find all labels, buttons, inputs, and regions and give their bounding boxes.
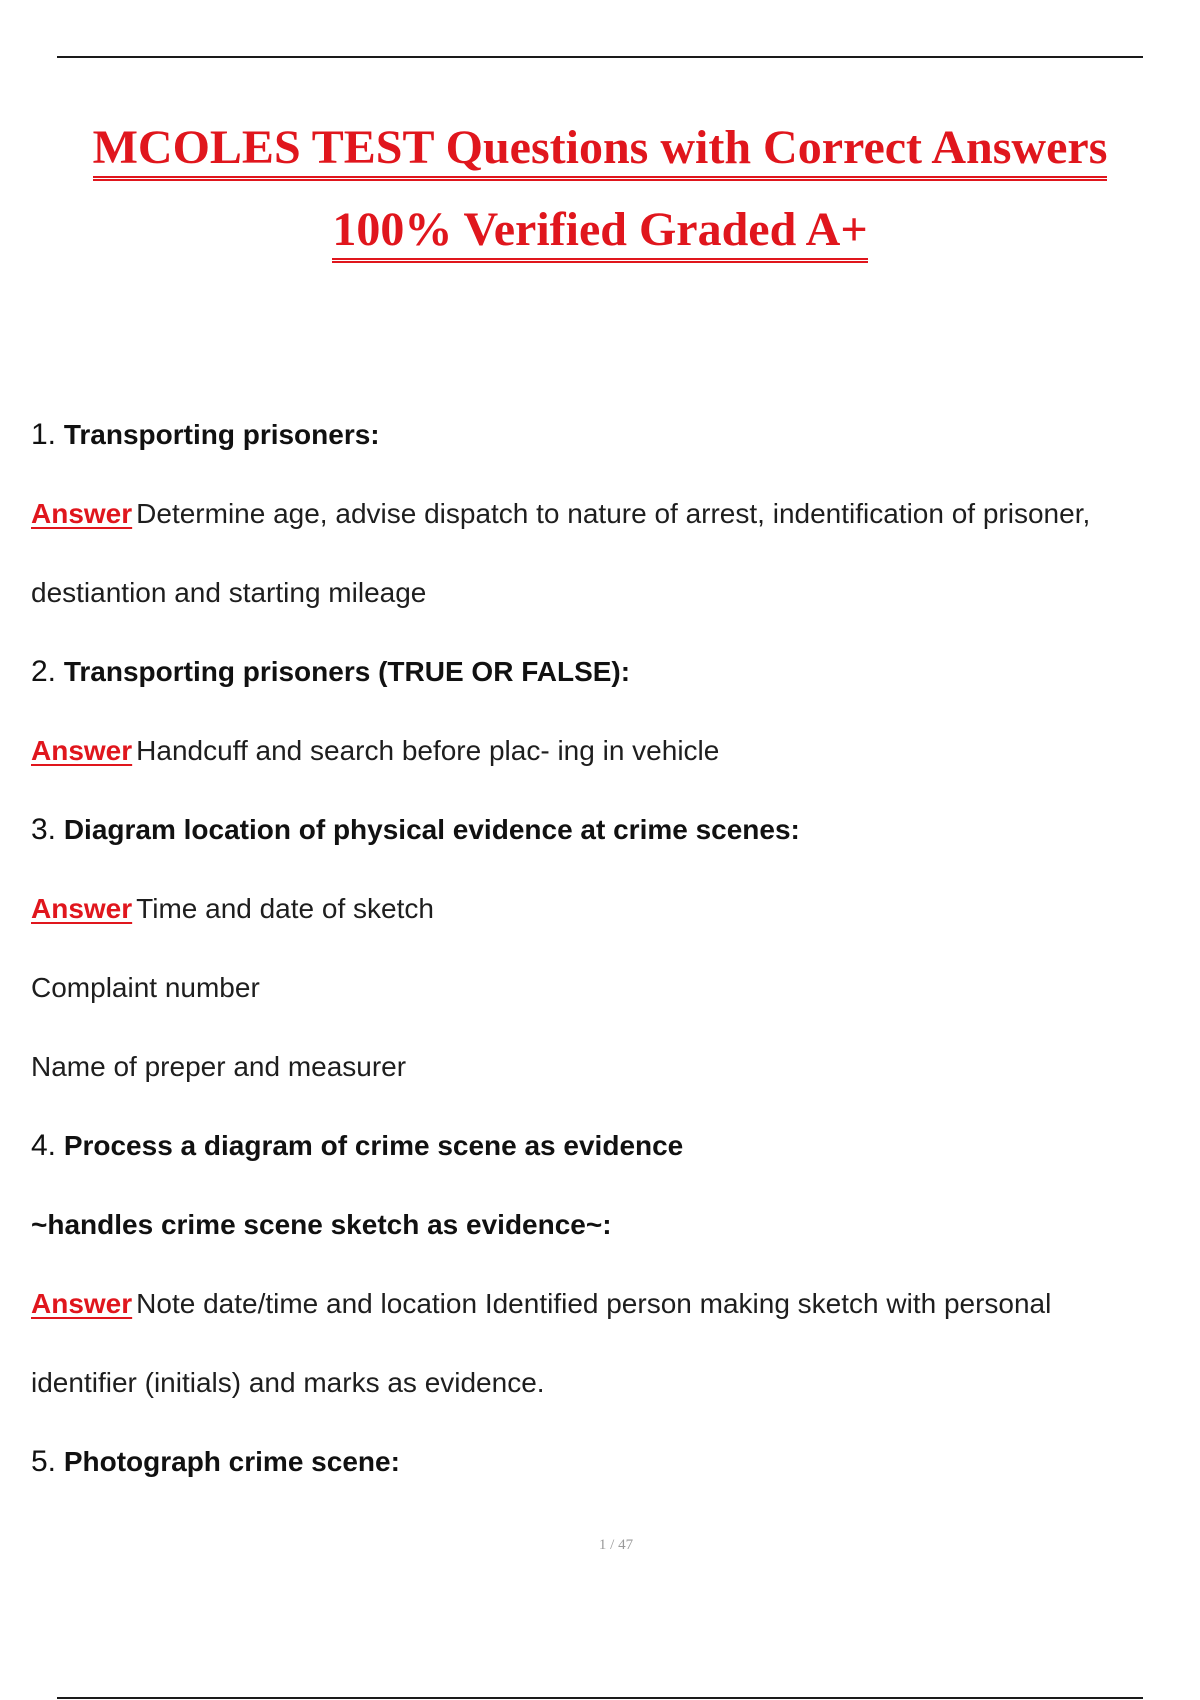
question-2	[31, 653, 1171, 732]
answer-text: destiantion and starting mileage	[31, 577, 427, 608]
answer-text: identifier (initials) and marks as evidence.	[31, 1367, 545, 1398]
question-1	[31, 416, 1171, 495]
title-line-1: MCOLES TEST Questions with Correct Answers	[93, 124, 1108, 181]
bottom-rule	[57, 1697, 1143, 1699]
answer-text: Handcuff and search before plac- ing in vehicle	[136, 735, 720, 766]
question-text: Photograph crime scene:	[63, 1446, 400, 1477]
page-number: 1 / 47	[598, 1537, 634, 1553]
question-3	[31, 811, 1171, 890]
question-text: Transporting prisoners:	[63, 419, 380, 450]
answer-text: Time and date of sketch	[136, 893, 434, 924]
question-text: Diagram location of physical evidence at crime scenes:	[63, 814, 800, 845]
question-list	[31, 416, 1171, 1522]
answer-label: Answer	[31, 735, 133, 766]
question-text: ~handles crime scene sketch as evidence~:	[31, 1209, 612, 1240]
answer-text: Complaint number	[31, 972, 260, 1003]
question-4	[31, 1127, 1171, 1206]
answer-text: Determine age, advise dispatch to nature of arrest, indentification of prisoner,	[136, 498, 1091, 529]
answer-4-continued	[31, 1364, 1171, 1443]
answer-2	[31, 732, 1171, 811]
question-number: 2.	[31, 655, 57, 688]
question-4-continued	[31, 1206, 1171, 1285]
answer-text: Note date/time and location Identified person making sketch with personal	[136, 1288, 1052, 1319]
document-title	[0, 121, 1200, 288]
question-number: 5.	[31, 1445, 57, 1478]
answer-3-line-3	[31, 1048, 1171, 1127]
answer-1	[31, 495, 1171, 574]
question-text: Transporting prisoners (TRUE OR FALSE):	[63, 656, 631, 687]
answer-4	[31, 1285, 1171, 1364]
answer-1-continued	[31, 574, 1171, 653]
answer-label: Answer	[31, 1288, 133, 1319]
question-number: 4.	[31, 1129, 57, 1162]
answer-text: Name of preper and measurer	[31, 1051, 407, 1082]
question-number: 1.	[31, 418, 57, 451]
answer-3-line-2	[31, 969, 1171, 1048]
top-rule	[57, 56, 1143, 58]
answer-label: Answer	[31, 498, 133, 529]
title-line-2: 100% Verified Graded A+	[332, 206, 867, 263]
question-text: Process a diagram of crime scene as evidence	[63, 1130, 684, 1161]
question-number: 3.	[31, 813, 57, 846]
answer-3	[31, 890, 1171, 969]
answer-label: Answer	[31, 893, 133, 924]
question-5	[31, 1443, 1171, 1522]
